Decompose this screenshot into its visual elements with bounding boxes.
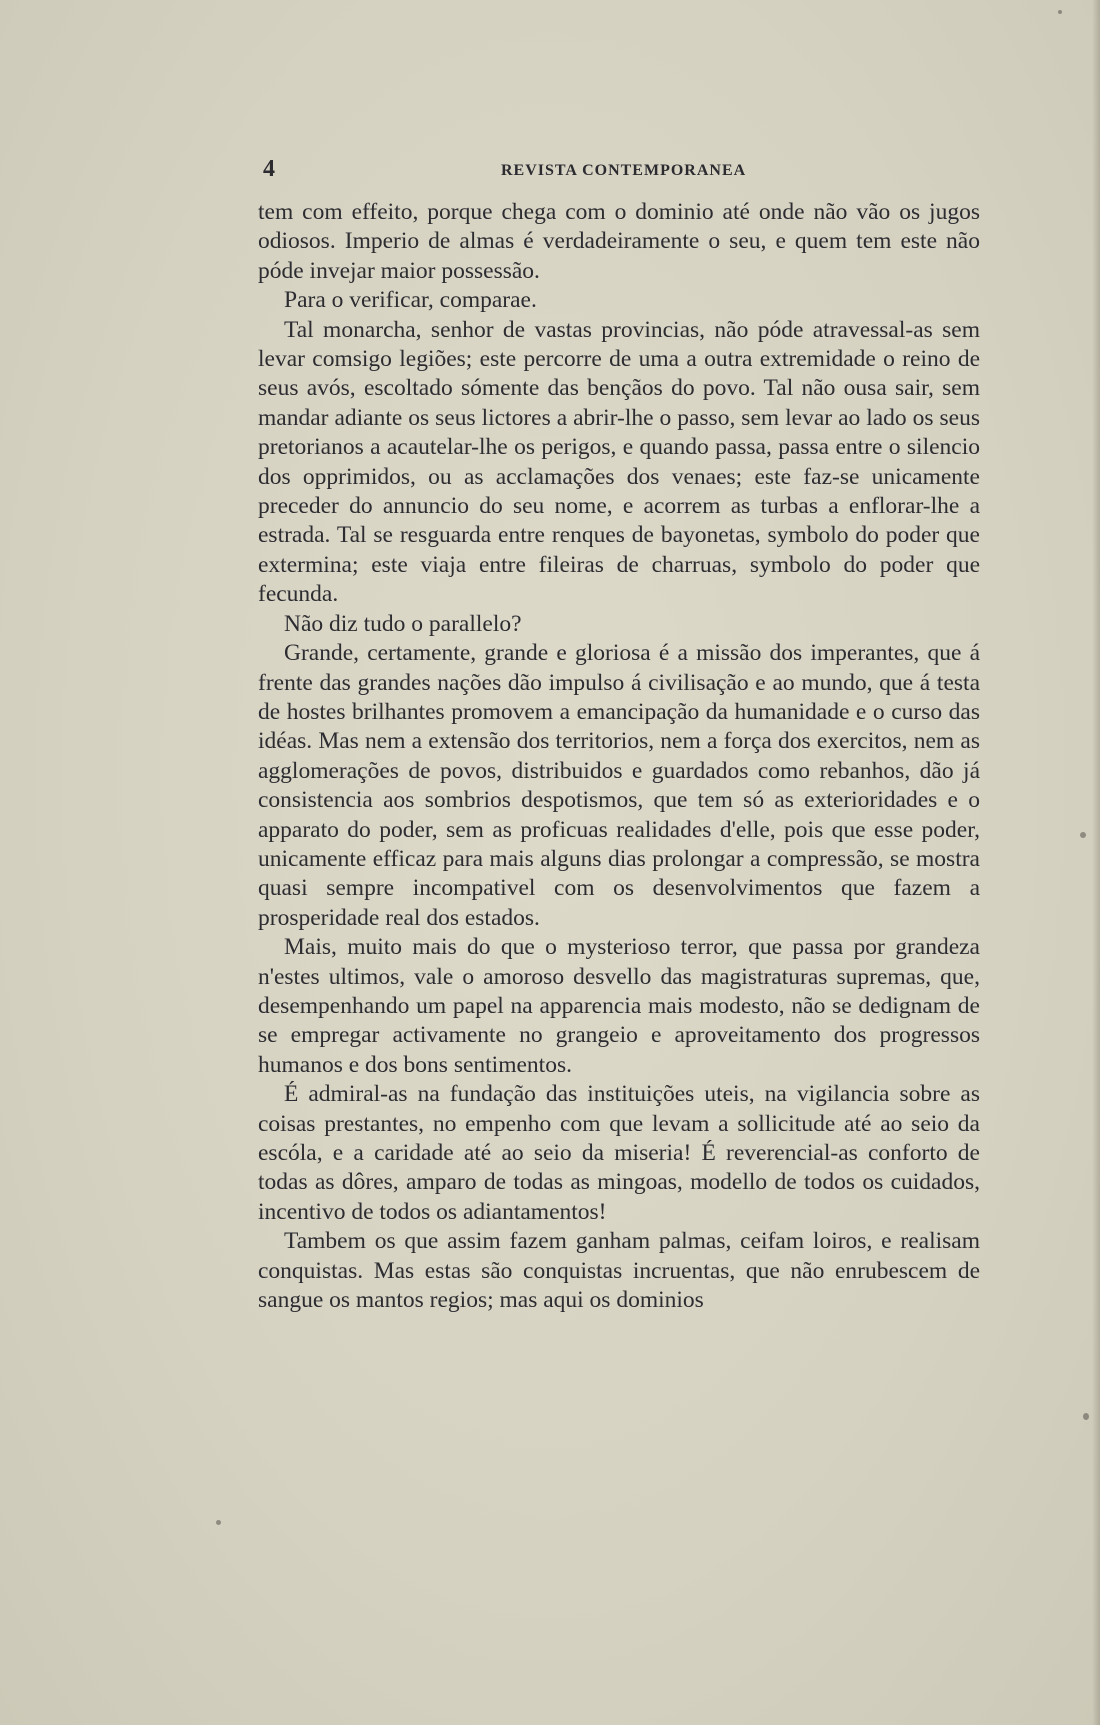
- paragraph: Para o verificar, comparae.: [284, 287, 537, 314]
- paragraph: Não diz tudo o parallelo?: [284, 610, 522, 637]
- paper-speck: [216, 1520, 221, 1525]
- paragraph: Mais, muito mais do que o mysterioso terror, que passa por grandeza n'estes ultimos, vale o amoroso desvello das magistraturas supremas, que, desempenhando um papel na apparencia mais modesto, não se dedignam de se empregar activamente no grangeio e aproveitamento dos progressos humanos e dos bons sentimentos.: [258, 934, 980, 1078]
- running-title: REVISTA CONTEMPORANEA: [501, 162, 747, 179]
- paragraph: Grande, certamente, grande e gloriosa é a missão dos imperantes, que á frente das grandes nações dão impulso á civilisação e ao mundo, que á testa de hostes brilhantes promovem a emancipação da humanidade e o curso das idéas. Mas nem a extensão dos territorios, nem a força dos exercitos, nem as agglomerações de povos, distribuidos e guardados como rebanhos, dão já consistencia aos sombrios despotismos, que tem só as exterioridades e o apparato do poder, sem as proficuas realidades d'elle, pois que esse poder, unicamente efficaz para mais alguns dias prolongar a compressão, se mostra quasi sempre incompativel com os desenvolvimentos que fazem a prosperidade real dos estados.: [258, 640, 980, 931]
- paper-speck: [1080, 832, 1086, 838]
- page-edge-shadow: [1092, 0, 1100, 1725]
- paragraph: É admiral-as na fundação das instituições uteis, na vigilancia sobre as coisas prestantes, no empenho com que levam a sollicitude até ao seio da escóla, e a caridade até ao seio da miseria! É reverencial-as conforto de todas as dôres, amparo de todas as mingoas, modello de todos os cuidados, incentivo de todos os adiantamentos!: [258, 1081, 980, 1225]
- page-number: 4: [263, 156, 275, 182]
- paper-speck: [1058, 10, 1062, 14]
- paragraph: Tal monarcha, senhor de vastas provincias, não póde atravessal-as sem levar comsigo legiões; este percorre de uma a outra extremidade o reino de seus avós, escoltado sómente das bençãos do povo. Tal não ousa sair, sem mandar adiante os seus lictores a abrir-lhe o passo, sem levar ao lado os seus pretorianos a acautelar-lhe os perigos, e quando passa, passa entre o silencio dos opprimidos, ou as acclamações dos venaes; este faz-se unicamente preceder do annuncio do seu nome, e acorrem as turbas a enflorar-lhe a estrada. Tal se resguarda entre renques de bayonetas, symbolo do poder que extermina; este viaja entre fileiras de charruas, symbolo do poder que fecunda.: [258, 316, 980, 608]
- body-text: [258, 198, 980, 1315]
- page-header: [263, 156, 983, 186]
- paper-speck: [1083, 1413, 1089, 1420]
- paragraph: tem com effeito, porque chega com o dominio até onde não vão os jugos odiosos. Imperio de almas é verdadeiramente o seu, e quem tem este não póde invejar maior possessão.: [258, 199, 980, 284]
- paragraph: Tambem os que assim fazem ganham palmas, ceifam loiros, e realisam conquistas. Mas estas são conquistas incruentas, que não enrubescem de sangue os mantos regios; mas aqui os dominios: [258, 1228, 980, 1314]
